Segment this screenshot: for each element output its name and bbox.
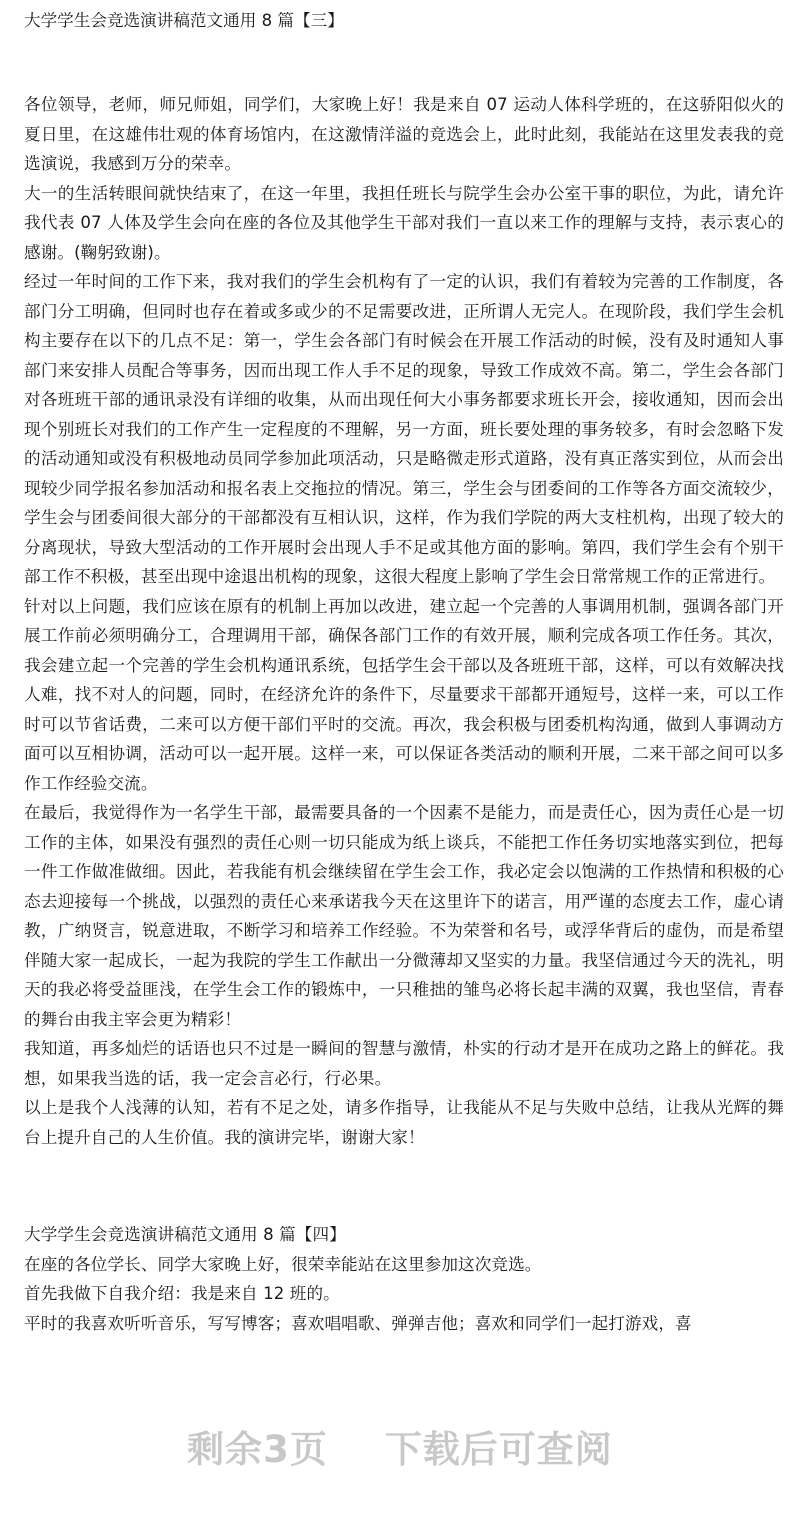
- section-3-body: [24, 90, 784, 1152]
- paragraph: 经过一年时间的工作下来，我对我们的学生会机构有了一定的认识，我们有着较为完善的工作制度，各部门分工明确，但同时也存在着或多或少的不足需要改进，正所谓人无完人。在现阶段，我们学生会机构主要存在以下的几点不足：第一，学生会各部门有时候会在开展工作活动的时候，没有及时通知人事部门来安排人员配合等事务，因而出现工作人手不足的现象，导致工作成效不高。第二，学生会各部门对各班班干部的通讯录没有详细的收集，从而出现任何大小事务都要求班长开会，接收通知，因而会出现个别班长对我们的工作产生一定程度的不理解，另一方面，班长要处理的事务较多，有时会忽略下发的活动通知或没有积极地动员同学参加此项活动，只是略微走形式道路，没有真正落实到位，从而会出现较少同学报名参加活动和报名表上交拖拉的情况。第三，学生会与团委间的工作等各方面交流较少，学生会与团委间很大部分的干部都没有互相认识，这样，作为我们学院的两大支柱机构，出现了较大的分离现状，导致大型活动的工作开展时会出现人手不足或其他方面的影响。第四，我们学生会有个别干部工作不积极，甚至出现中途退出机构的现象，这很大程度上影响了学生会日常常规工作的正常进行。: [24, 272, 784, 586]
- section-4: [24, 1220, 784, 1338]
- section-3-title: 大学学生会竞选演讲稿范文通用 8 篇【三】: [24, 11, 344, 30]
- paragraph: 针对以上问题，我们应该在原有的机制上再加以改进，建立起一个完善的人事调用机制，强调各部门开展工作前必须明确分工，合理调用干部，确保各部门工作的有效开展，顺利完成各项工作任务。其次，我会建立起一个完善的学生会机构通讯系统，包括学生会干部以及各班班干部，这样，可以有效解决找人难，找不对人的问题，同时，在经济允许的条件下，尽量要求干部都开通短号，这样一来，可以工作时可以节省话费，二来可以方便干部们平时的交流。再次，我会积极与团委机构沟通，做到人事调动方面可以互相协调，活动可以一起开展。这样一来，可以保证各类活动的顺利开展，二来干部之间可以多作工作经验交流。: [24, 596, 784, 793]
- paragraph: 首先我做下自我介绍：我是来自 12 班的。: [24, 1284, 340, 1303]
- paragraph: 各位领导，老师，师兄师姐，同学们，大家晚上好！我是来自 07 运动人体科学班的，在这骄阳似火的夏日里，在这雄伟壮观的体育场馆内，在这激情洋溢的竞选会上，此时此刻，我能站在这里发表我的竞选演说，我感到万分的荣幸。: [24, 95, 784, 173]
- download-to-view-button[interactable]: 下载后可查阅: [384, 1428, 613, 1471]
- section-4-title: 大学学生会竞选演讲稿范文通用 8 篇【四】: [24, 1225, 346, 1244]
- paragraph: 大一的生活转眼间就快结束了，在这一年里，我担任班长与院学生会办公室干事的职位，为此，请允许我代表 07 人体及学生会向在座的各位及其他学生干部对我们一直以来工作的理解与支持，表示衷心的感谢。(鞠躬致谢)。: [24, 183, 784, 262]
- remaining-pages-label[interactable]: 剩余3页: [187, 1428, 328, 1471]
- download-banner[interactable]: [0, 1420, 800, 1510]
- paragraph: 以上是我个人浅薄的认知，若有不足之处，请多作指导，让我能从不足与失败中总结，让我从光辉的舞台上提升自己的人生价值。我的演讲完毕，谢谢大家！: [24, 1098, 784, 1147]
- paragraph: 我知道，再多灿烂的话语也只不过是一瞬间的智慧与激情，朴实的行动才是开在成功之路上的鲜花。我想，如果我当选的话，我一定会言必行，行必果。: [24, 1039, 784, 1088]
- paragraph: 平时的我喜欢听听音乐，写写博客；喜欢唱唱歌、弹弹吉他；喜欢和同学们一起打游戏，喜: [24, 1313, 692, 1333]
- paragraph: 在座的各位学长、同学大家晚上好，很荣幸能站在这里参加这次竞选。: [24, 1254, 542, 1274]
- paragraph: 在最后，我觉得作为一名学生干部，最需要具备的一个因素不是能力，而是责任心，因为责任心是一切工作的主体，如果没有强烈的责任心则一切只能成为纸上谈兵，不能把工作任务切实地落实到位，把每一件工作做准做细。因此，若我能有机会继续留在学生会工作，我必定会以饱满的工作热情和积极的心态去迎接每一个挑战，以强烈的责任心来承诺我今天在这里许下的诺言，用严谨的态度去工作，虚心请教，广纳贤言，锐意进取，不断学习和培养工作经验。不为荣誉和名号，或浮华背后的虚伪，而是希望伴随大家一起成长，一起为我院的学生工作献出一分微薄却又坚实的力量。我坚信通过今天的洗礼，明天的我必将受益匪浅，在学生会工作的锻炼中，一只稚拙的雏鸟必将长起丰满的双翼，我也坚信，青春的舞台由我主宰会更为精彩！: [24, 803, 784, 1029]
